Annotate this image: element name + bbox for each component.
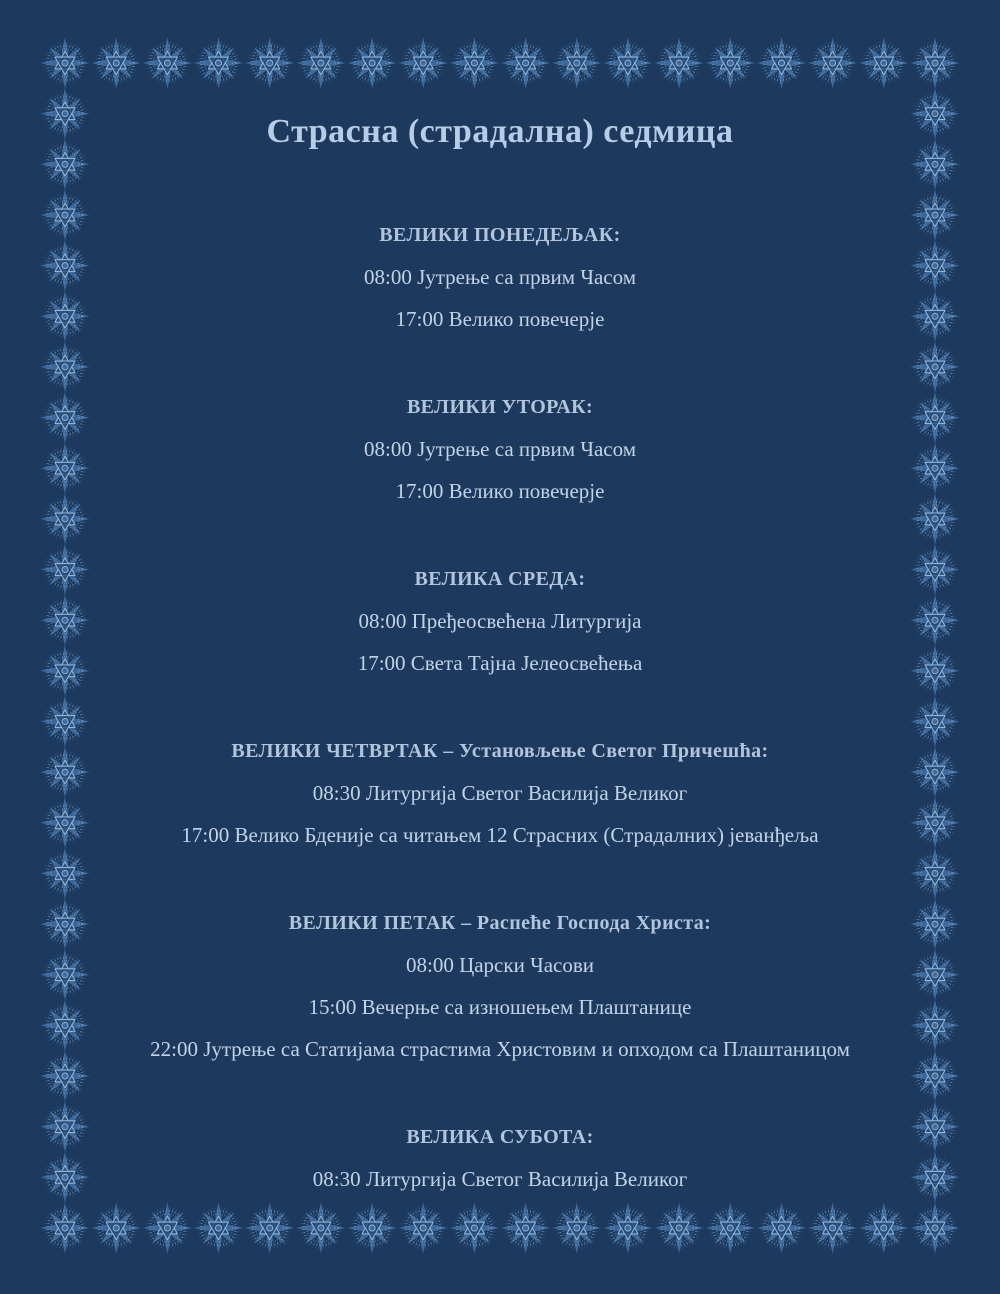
service-line: 15:00 Вечерње са изношењем Плаштанице [308, 995, 692, 1019]
day-header: ВЕЛИКА СРЕДА: [414, 568, 586, 590]
section-great-saturday [90, 1116, 910, 1200]
service-line: 08:00 Јутрење са првим Часом [363, 437, 637, 461]
service-line: 22:00 Јутрење са Статијама страстима Христовим и опходом са Плаштаницом [150, 1037, 850, 1061]
day-header: ВЕЛИКА СУБОТА: [406, 1126, 594, 1148]
section-great-tuesday [90, 386, 910, 512]
service-line: 17:00 Велико повечерје [395, 479, 605, 503]
service-line: 08:00 Пређеосвећена Литургија [358, 609, 642, 633]
section-great-wednesday [90, 558, 910, 684]
service-line: 17:00 Велико Бденије са читањем 12 Страсних (Страдалних) јеванђеља [181, 823, 819, 847]
service-line: 08:00 Царски Часови [405, 953, 595, 977]
page-title: Страсна (страдална) седмица [266, 113, 734, 150]
day-header: ВЕЛИКИ УТОРАК: [406, 396, 594, 418]
section-great-thursday [90, 730, 910, 856]
service-line: 17:00 Света Тајна Јелеосвећења [357, 651, 643, 675]
day-header: ВЕЛИКИ ЧЕТВРТАК – Установљење Светог Причешћа: [231, 740, 769, 762]
service-line: 17:00 Велико повечерје [395, 307, 605, 331]
service-line: 08:30 Литургија Светог Василија Великог [312, 1167, 688, 1191]
service-line: 08:00 Јутрење са првим Часом [363, 265, 637, 289]
section-great-friday [90, 902, 910, 1070]
day-header: ВЕЛИКИ ПОНЕДЕЉАК: [379, 224, 621, 246]
day-header: ВЕЛИКИ ПЕТАК – Распеће Господа Христа: [288, 912, 712, 934]
section-great-monday [90, 214, 910, 340]
service-line: 08:30 Литургија Светог Василија Великог [312, 781, 688, 805]
